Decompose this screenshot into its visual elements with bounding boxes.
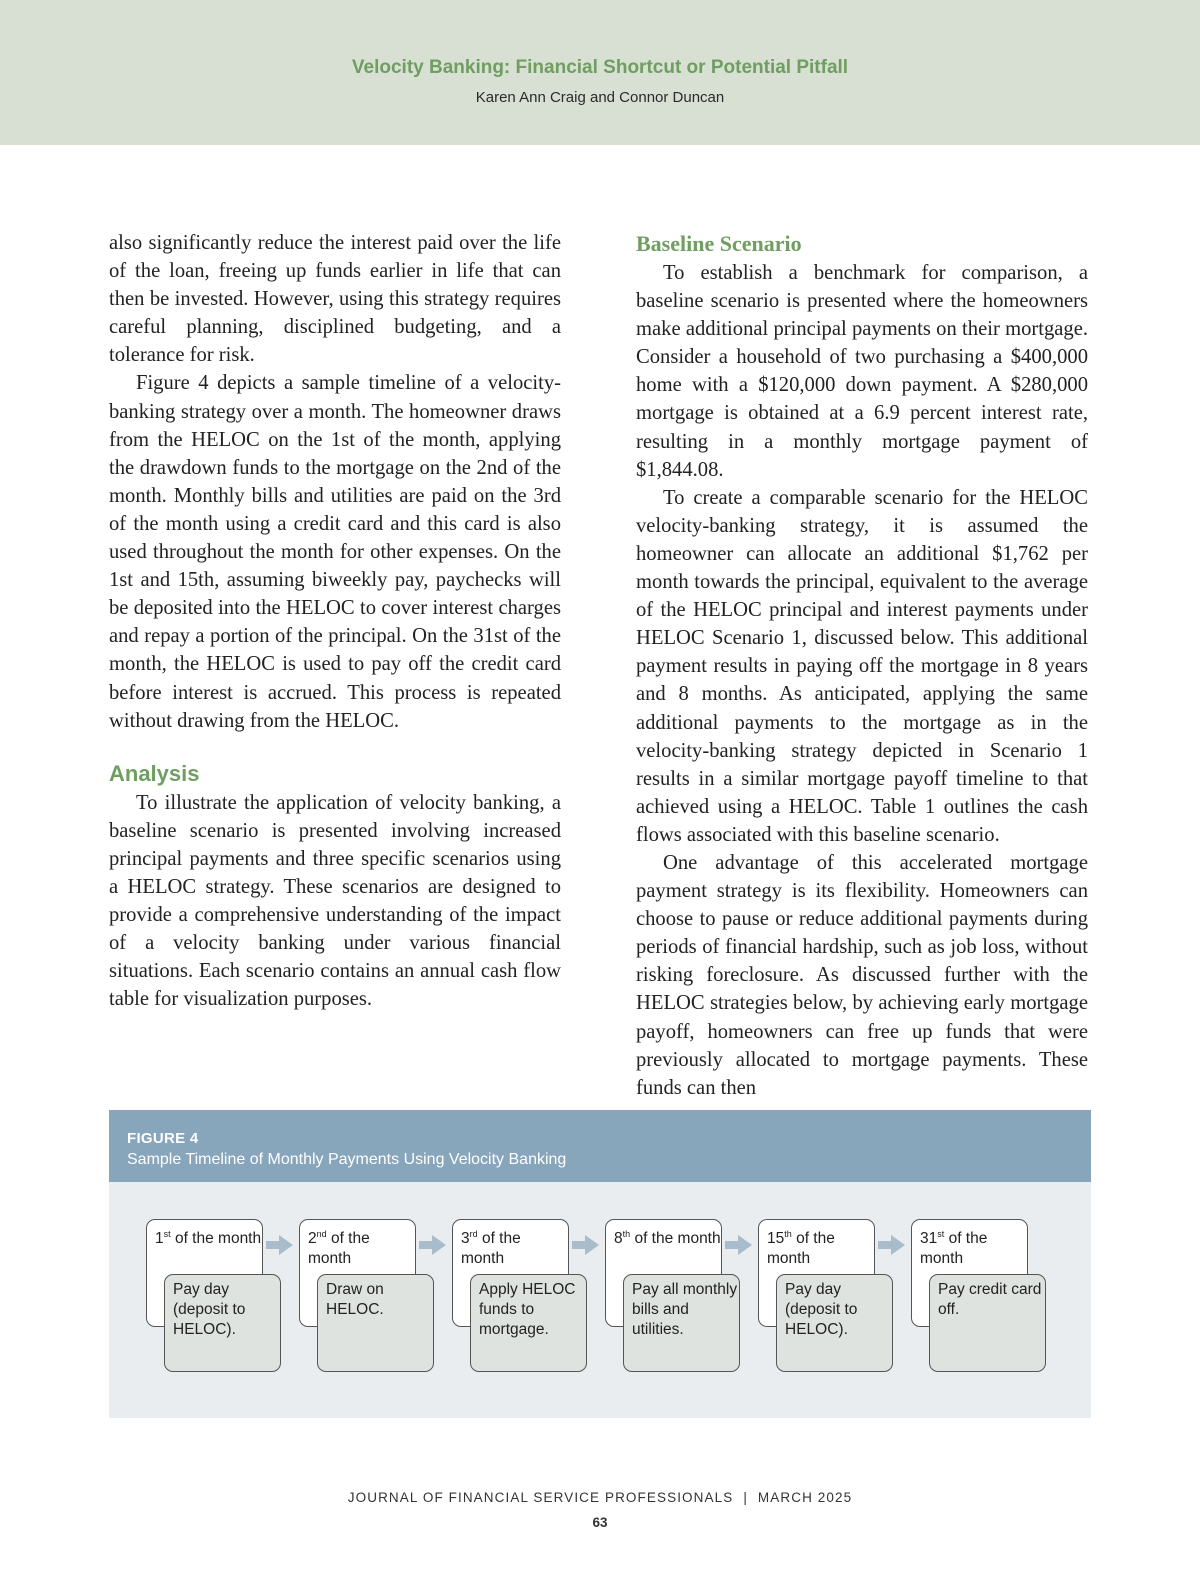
day-label: of the month [767,1230,835,1267]
body-paragraph: Figure 4 depicts a sample timeline of a velocity-banking strategy over a month. The homeowner draws from the HELOC on the 1st of the month, applying the drawdown funds to the mortgage on the 2nd of the month. Monthly bills and utilities are paid on the 3rd of the month using a credit card and this card is also used throughout the month for other expenses. On the 1st and 15th, assuming biweekly pay, paychecks will be deposited into the HELOC to cover interest charges and repay a portion of the principal. On the 31st of the month, the HELOC is used to pay off the credit card before interest is accrued. This process is repeated without drawing from the HELOC. [109,372,561,732]
day-suffix: th [622,1229,631,1239]
issue-date: MARCH 2025 [757,1490,853,1505]
figure-header [109,1110,1091,1182]
figure-label: FIGURE 4 [127,1130,199,1147]
day-suffix: rd [469,1229,478,1239]
timeline-step [146,1219,281,1372]
right-arrow-icon [419,1235,446,1255]
right-arrow-icon [878,1235,905,1255]
body-paragraph: To create a comparable scenario for the HELOC velocity-banking strategy, it is assumed the homeowner can allocate an additional $1,762 per month towards the principal, equivalent to the average of the HELOC principal and interest payments under HELOC Scenario 1, discussed below. This additional payment results in paying off the mortgage in 8 years and 8 months. As anticipated, applying the same additional payments to the mortgage as in the velocity-banking strategy depicted in Scenario 1 results in a similar mortgage payoff timeline to that achieved using a HELOC. Table 1 outlines the cash flows associated with this baseline scenario. [636,486,1088,846]
day-number: 31 [920,1230,938,1247]
page-footer [0,1490,1200,1505]
footer-separator: | [743,1490,748,1505]
page-number: 63 [592,1515,608,1530]
figure-caption: Sample Timeline of Monthly Payments Using Velocity Banking [127,1151,567,1168]
figure-4 [109,1110,1091,1418]
body-paragraph: also significantly reduce the interest paid over the life of the loan, freeing up funds earlier in life that can then be invested. However, using this strategy requires careful planning, disciplined budgeting, and a tolerance for risk. [109,232,561,367]
day-label: of the month [630,1230,721,1247]
timeline-action-box: Pay all monthly bills and utilities. [623,1274,740,1372]
section-gap [109,735,561,759]
day-label: of the month [461,1230,521,1267]
right-arrow-icon [572,1235,599,1255]
day-label: of the month [170,1230,262,1247]
day-number: 2 [308,1230,317,1247]
timeline-action-box: Pay day (deposit to HELOC). [776,1274,893,1372]
section-heading-analysis: Analysis [109,760,200,786]
day-number: 8 [614,1230,623,1247]
day-suffix: nd [316,1229,327,1239]
right-arrow-icon [725,1235,752,1255]
left-column [109,229,561,1013]
timeline-action-box: Pay day (deposit to HELOC). [164,1274,281,1372]
body-paragraph: To illustrate the application of velocity banking, a baseline scenario is presented involving increased principal payments and three specific scenarios using a HELOC strategy. These scenarios are designed to provide a comprehensive understanding of the impact of a velocity banking under various financial situations. Each scenario contains an annual cash flow table for visualization purposes. [109,791,561,1011]
header-title: Velocity Banking: Financial Shortcut or Potential Pitfall [351,57,849,78]
timeline-step [758,1219,893,1372]
day-suffix: th [784,1229,792,1239]
right-arrow-icon [266,1235,293,1255]
timeline-action-box: Pay credit card off. [929,1274,1046,1372]
journal-name: JOURNAL OF FINANCIAL SERVICE PROFESSIONALS [347,1490,734,1505]
day-suffix: st [163,1229,171,1239]
page-header [0,0,1200,145]
day-label: of the month [920,1230,988,1267]
day-suffix: st [937,1229,945,1239]
right-column [636,229,1088,1102]
day-number: 15 [767,1230,785,1247]
timeline-action-box: Apply HELOC funds to mortgage. [470,1274,587,1372]
body-paragraph: One advantage of this accelerated mortgage payment strategy is its flexibility. Homeowners can choose to pause or reduce additional payments during periods of financial hardship, such as job loss, without risking foreclosure. As discussed further with the HELOC strategies below, by achieving early mortgage payoff, homeowners can free up funds that were previously allocated to mortgage payments. These funds can then [636,851,1088,1099]
day-number: 1 [155,1230,164,1247]
timeline-step [299,1219,434,1372]
timeline-action-box: Draw on HELOC. [317,1274,434,1372]
day-label: of the month [308,1230,370,1267]
timeline-step [605,1219,740,1372]
timeline-step [452,1219,587,1372]
timeline-step [911,1219,1046,1372]
section-heading-baseline: Baseline Scenario [636,231,802,256]
day-number: 3 [461,1230,470,1247]
body-paragraph: To establish a benchmark for comparison, a baseline scenario is presented where the homeowners make additional principal payments on their mortgage. Consider a household of two purchasing a $400,000 home with a $120,000 down payment. A $280,000 mortgage is obtained at a 6.9 percent interest rate, resulting in a monthly mortgage payment of $1,844.08. [636,262,1088,481]
header-authors: Karen Ann Craig and Connor Duncan [475,89,725,106]
